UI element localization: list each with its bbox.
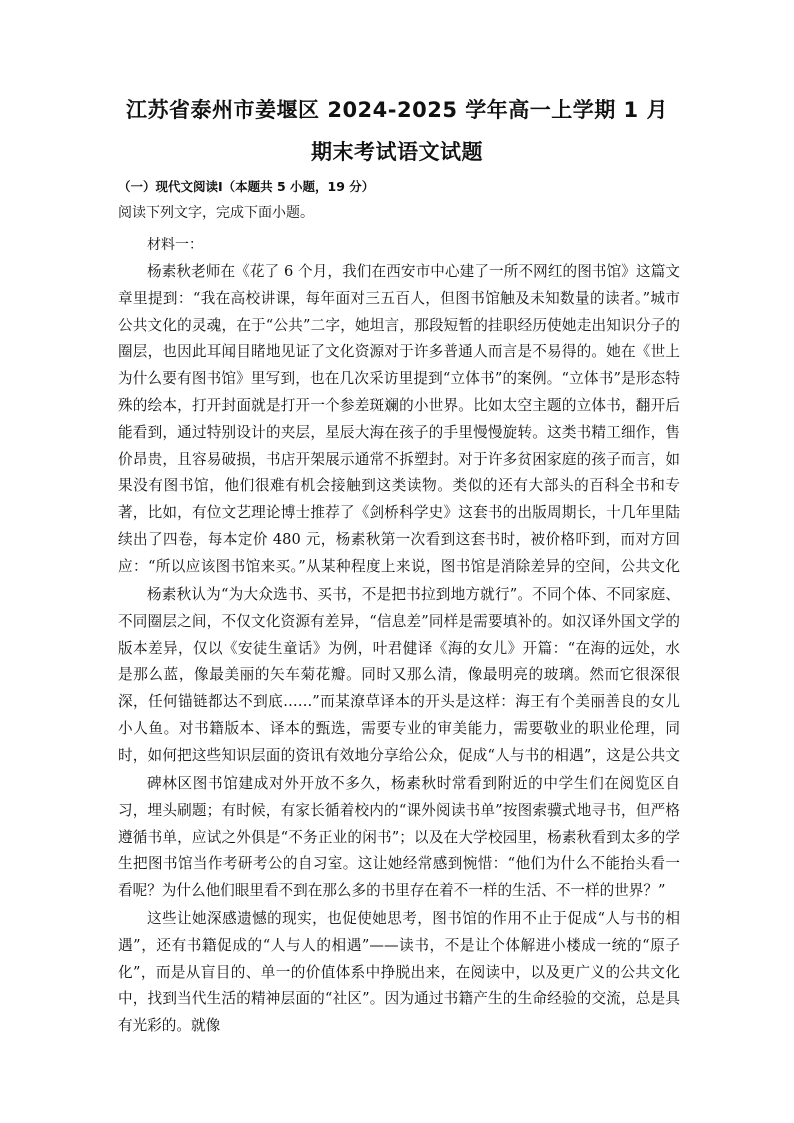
paragraph-3: 碑林区图书馆建成对外开放不多久，杨素秋时常看到附近的中学生们在阅览区自习，埋头刷题；有时候，有家长循着校内的“课外阅读书单”按图索骥式地寻书，但严格遵循书单，应试之外俱是“不务正业的闲书”；以及在大学校园里，杨素秋看到太多的学生把图书馆当作考研考公的自习室。这让她经常感到惋惜：“他们为什么不能抬头看一看呢？为什么他们眼里看不到在那么多的书里存在着不一样的生活、不一样的世界？”	[118, 775, 680, 900]
document-title-line-2: 期末考试语文试题	[311, 140, 483, 164]
reading-instruction: 阅读下列文字，完成下面小题。	[118, 205, 314, 221]
paragraph-2: 杨素秋认为“为大众选书、买书，不是把书拉到地方就行”。不同个体、不同家庭、不同圈层之间，不仅文化资源有差异，“信息差”同样是需要填补的。如汉译外国文学的版本差异，仅以《安徒生童话》为例，叶君健译《海的女儿》开篇：“在海的远处，水是那么蓝，像最美丽的矢车菊花瓣。同时又那么清，像最明亮的玻璃。然而它很深很深，任何锚链都达不到底……”而某潦草译本的开头是这样：海王有个美丽善良的女儿小人鱼。对书籍版本、译本的甄选，需要专业的审美能力，需要敬业的职业伦理，同时，如何把这些知识层面的资讯有效地分享给公众，促成“人与书的相遇”，这是公共文	[118, 586, 680, 764]
section-heading: （一）现代文阅读Ⅰ（本题共 5 小题，19 分）	[118, 179, 375, 194]
paragraph-1: 杨素秋老师在《花了 6 个月，我们在西安市中心建了一所不网红的图书馆》这篇文章里提到：“我在高校讲课，每年面对三五百人，但图书馆触及未知数量的读者。”城市公共文化的灵魂，在于“公共”二字，她坦言，那段短暂的挂职经历使她走出知识分子的圈层，也因此耳闻目睹地见证了文化资源对于许多普通人而言是不易得的。她在《世上为什么要有图书馆》里写到，也在几次采访里提到“立体书”的案例。“立体书”是形态特殊的绘本，打开封面就是打开一个参差斑斓的小世界。比如太空主题的立体书，翻开后能看到，通过特别设计的夹层，星辰大海在孩子的手里慢慢旋转。这类书精工细作，售价昂贵，且容易破损，书店开架展示通常不拆塑封。对于许多贫困家庭的孩子而言，如果没有图书馆，他们很难有机会接触到这类读物。类似的还有大部头的百科全书和专著，比如，有位文艺理论博士推荐了《剑桥科学史》这套书的出版周期长，十几年里陆续出了四卷，每本定价 480 元，杨素秋第一次看到这套书时，被价格吓到，而对方回应：“所以应该图书馆来买。”从某种程度上来说，图书馆是消除差异的空间，公共文化	[118, 263, 680, 575]
material-label: 材料一：	[147, 237, 203, 253]
document-title-line-1: 江苏省泰州市姜堰区 2024-2025 学年高一上学期 1 月	[126, 98, 668, 122]
paragraph-4: 这些让她深感遗憾的现实，也促使她思考，图书馆的作用不止于促成“人与书的相遇”，还有书籍促成的“人与人的相遇”——读书，不是让个体解进小楼成一统的“原子化”，而是从盲目的、单一的价值体系中挣脱出来，在阅读中，以及更广义的公共文化中，找到当代生活的精神层面的“社区”。因为通过书籍产生的生命经验的交流，总是具有光彩的。就像	[118, 910, 680, 1035]
